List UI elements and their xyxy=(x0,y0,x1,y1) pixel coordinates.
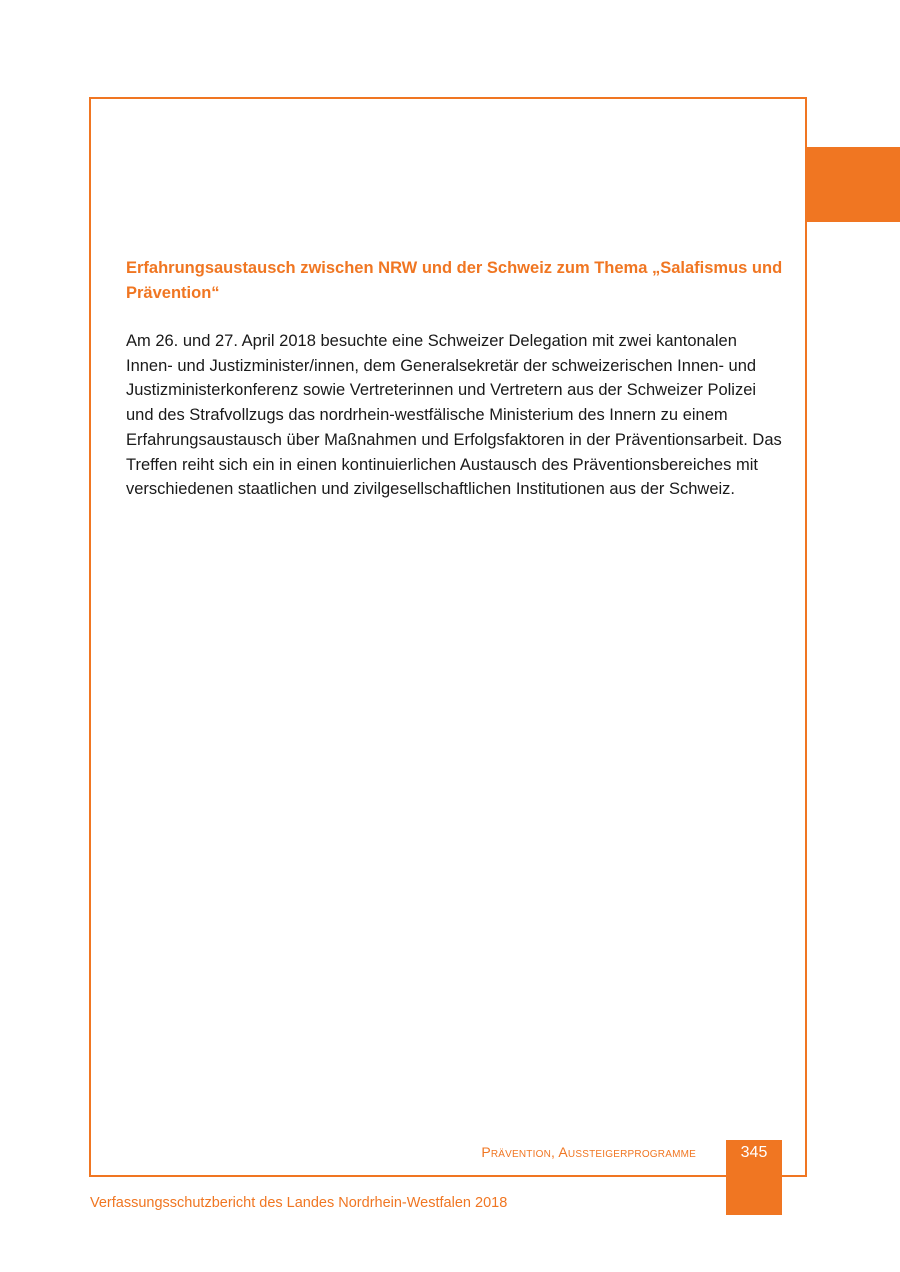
section-label: Prävention, Aussteigerprogramme xyxy=(481,1144,696,1160)
chapter-tab-marker xyxy=(806,147,900,222)
page-number: 345 xyxy=(740,1144,768,1161)
article-heading: Erfahrungsaustausch zwischen NRW und der Schweiz zum Thema „Salafismus und Prävention“ xyxy=(126,259,783,302)
page-number-box xyxy=(726,1140,782,1215)
article xyxy=(126,256,788,502)
publication-footer: Verfassungsschutzbericht des Landes Nordrhein-Westfalen 2018 xyxy=(90,1195,508,1211)
article-body: Am 26. und 27. April 2018 besuchte eine Schweizer Delegation mit zwei kantonalen Innen- und Justizminister/innen, dem Generalsekretär der schweizerischen Innen- und Justizministerkonferenz sowie Vertreterinnen und Vertretern aus der Schweizer Polizei und des Strafvollzugs das nordrhein-westfälische Ministerium des Innern zu einem Erfahrungsaustausch über Maßnahmen und Erfolgsfaktoren in der Präventionsarbeit. Das Treffen reiht sich ein in einen kontinuierlichen Austausch des Präventionsbereiches mit verschiedenen staatlichen und zivilgesellschaftlichen Institutionen aus der Schweiz. xyxy=(126,332,782,499)
